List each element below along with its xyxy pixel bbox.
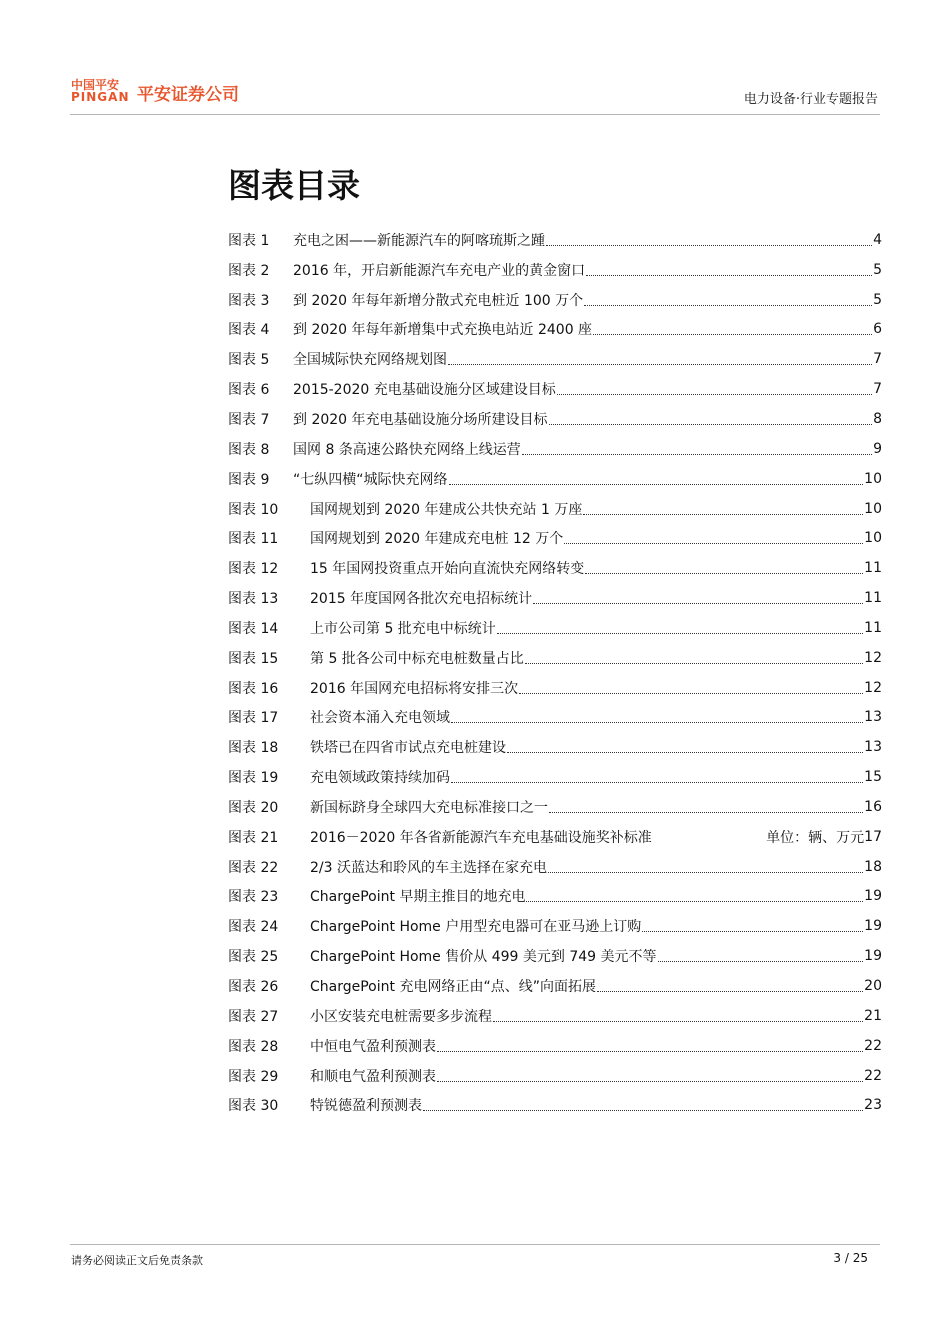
figure-table-of-contents xyxy=(228,225,882,1120)
toc-figure-label: 图表 25 xyxy=(228,949,279,966)
toc-figure-title: 到 2020 年每年新增分散式充电桩近 100 万个 xyxy=(293,292,584,309)
toc-figure-label: 图表 24 xyxy=(228,919,279,936)
toc-figure-label: 图表 29 xyxy=(228,1068,279,1085)
toc-figure-unit: 单位：辆、万元 xyxy=(766,829,865,846)
toc-figure-title: 上市公司第 5 批充电中标统计 xyxy=(310,620,496,637)
logo-line2: PINGAN xyxy=(71,90,130,104)
toc-figure-label: 图表 15 xyxy=(228,650,279,667)
toc-dot-leader xyxy=(585,572,863,574)
toc-figure-title: 新国标跻身全球四大充电标准接口之一 xyxy=(310,799,548,816)
toc-entry[interactable] xyxy=(228,911,882,941)
toc-dot-leader xyxy=(525,662,863,664)
toc-figure-title: 国网规划到 2020 年建成公共快充站 1 万座 xyxy=(310,501,583,518)
toc-dot-leader xyxy=(548,871,863,873)
toc-figure-label: 图表 12 xyxy=(228,561,279,578)
toc-dot-leader xyxy=(549,423,873,425)
toc-dot-leader xyxy=(583,513,863,515)
toc-page-number: 11 xyxy=(864,590,882,607)
toc-page-number: 16 xyxy=(864,798,882,815)
toc-figure-label: 图表 6 xyxy=(228,382,270,399)
toc-dot-leader xyxy=(653,841,765,842)
toc-page-number: 10 xyxy=(864,530,882,547)
toc-page-number: 18 xyxy=(864,858,882,875)
toc-figure-label: 图表 30 xyxy=(228,1098,279,1115)
toc-figure-title: ChargePoint 充电网络正由“点、线”向面拓展 xyxy=(310,979,596,996)
toc-entry[interactable] xyxy=(228,374,882,404)
toc-dot-leader xyxy=(557,393,872,395)
toc-entry[interactable] xyxy=(228,822,882,852)
toc-dot-leader xyxy=(497,632,863,634)
toc-figure-title: 15 年国网投资重点开始向直流快充网络转变 xyxy=(310,561,585,578)
toc-page-number: 5 xyxy=(873,291,882,308)
toc-figure-title: ChargePoint Home 户用型充电器可在亚马逊上订购 xyxy=(310,919,642,936)
toc-figure-label: 图表 26 xyxy=(228,979,279,996)
toc-page-number: 13 xyxy=(864,709,882,726)
toc-page-number: 19 xyxy=(864,888,882,905)
toc-figure-title: 2016 年，开启新能源汽车充电产业的黄金窗口 xyxy=(293,262,586,279)
toc-entry[interactable] xyxy=(228,852,882,882)
toc-dot-leader xyxy=(593,333,872,335)
toc-figure-label: 图表 21 xyxy=(228,829,279,846)
toc-entry[interactable] xyxy=(228,1090,882,1120)
toc-figure-label: 图表 13 xyxy=(228,591,279,608)
toc-dot-leader xyxy=(519,692,863,694)
toc-figure-label: 图表 2 xyxy=(228,262,270,279)
toc-figure-label: 图表 28 xyxy=(228,1038,279,1055)
toc-entry[interactable] xyxy=(228,673,882,703)
toc-figure-label: 图表 7 xyxy=(228,411,270,428)
toc-entry[interactable] xyxy=(228,792,882,822)
toc-entry[interactable] xyxy=(228,1001,882,1031)
toc-entry[interactable] xyxy=(228,255,882,285)
toc-entry[interactable] xyxy=(228,583,882,613)
toc-dot-leader xyxy=(564,542,863,544)
toc-dot-leader xyxy=(586,274,872,276)
toc-page-number: 17 xyxy=(864,828,882,845)
toc-page-number: 8 xyxy=(873,410,882,427)
toc-entry[interactable] xyxy=(228,1031,882,1061)
toc-page-number: 12 xyxy=(864,649,882,666)
toc-page-number: 22 xyxy=(864,1037,882,1054)
toc-entry[interactable] xyxy=(228,762,882,792)
toc-dot-leader xyxy=(451,781,863,783)
toc-figure-title: 小区安装充电桩需要多步流程 xyxy=(310,1008,492,1025)
toc-figure-label: 图表 8 xyxy=(228,441,270,458)
toc-page-number: 21 xyxy=(864,1007,882,1024)
toc-figure-label: 图表 27 xyxy=(228,1008,279,1025)
toc-figure-label: 图表 3 xyxy=(228,292,270,309)
toc-dot-leader xyxy=(642,930,863,932)
toc-figure-title: 中恒电气盈利预测表 xyxy=(310,1038,436,1055)
toc-page-number: 22 xyxy=(864,1067,882,1084)
toc-figure-label: 图表 23 xyxy=(228,889,279,906)
toc-page-number: 11 xyxy=(864,619,882,636)
toc-figure-label: 图表 11 xyxy=(228,531,279,548)
toc-figure-title: 到 2020 年充电基础设施分场所建设目标 xyxy=(293,411,548,428)
report-type: 电力设备·行业专题报告 xyxy=(743,92,878,107)
toc-figure-title: “七纵四横“城际快充网络 xyxy=(293,471,448,488)
toc-page-number: 23 xyxy=(864,1097,882,1114)
toc-dot-leader xyxy=(451,721,863,723)
toc-figure-title: 国网 8 条高速公路快充网络上线运营 xyxy=(293,441,521,458)
toc-page-number: 12 xyxy=(864,679,882,696)
toc-entry[interactable] xyxy=(228,523,882,553)
toc-figure-label: 图表 10 xyxy=(228,501,279,518)
page-header xyxy=(0,0,950,120)
toc-entry[interactable] xyxy=(228,344,882,374)
toc-figure-label: 图表 22 xyxy=(228,859,279,876)
toc-figure-title: 和顺电气盈利预测表 xyxy=(310,1068,436,1085)
toc-page-number: 7 xyxy=(873,381,882,398)
toc-dot-leader xyxy=(423,1109,863,1111)
toc-entry[interactable] xyxy=(228,404,882,434)
toc-figure-title: 2016－2020 年各省新能源汽车充电基础设施奖补标准 xyxy=(310,829,652,846)
toc-entry[interactable] xyxy=(228,315,882,345)
toc-dot-leader xyxy=(584,304,872,306)
toc-entry[interactable] xyxy=(228,643,882,673)
toc-page-number: 7 xyxy=(873,351,882,368)
toc-page-number: 4 xyxy=(873,231,882,248)
toc-page-number: 10 xyxy=(864,470,882,487)
toc-dot-leader xyxy=(546,244,872,246)
toc-dot-leader xyxy=(449,483,864,485)
toc-dot-leader xyxy=(437,1050,863,1052)
page-number: 3 / 25 xyxy=(833,1251,868,1265)
toc-figure-title: 2/3 沃蓝达和聆风的车主选择在家充电 xyxy=(310,859,547,876)
toc-figure-title: 2016 年国网充电招标将安排三次 xyxy=(310,680,519,697)
toc-figure-title: 特锐德盈利预测表 xyxy=(310,1098,422,1115)
logo-company-name: 平安证券公司 xyxy=(137,85,239,105)
toc-figure-label: 图表 5 xyxy=(228,352,270,369)
toc-figure-title: 2015 年度国网各批次充电招标统计 xyxy=(310,591,533,608)
toc-page-number: 5 xyxy=(873,261,882,278)
toc-page-number: 15 xyxy=(864,769,882,786)
toc-entry[interactable] xyxy=(228,882,882,912)
toc-page-number: 10 xyxy=(864,500,882,517)
toc-page-number: 11 xyxy=(864,560,882,577)
toc-figure-title: 全国城际快充网络规划图 xyxy=(293,352,447,369)
toc-figure-title: 第 5 批各公司中标充电桩数量占比 xyxy=(310,650,524,667)
disclaimer-note: 请务必阅读正文后免责条款 xyxy=(71,1254,203,1267)
toc-figure-title: 2015-2020 充电基础设施分区域建设目标 xyxy=(293,382,556,399)
toc-entry[interactable] xyxy=(228,941,882,971)
toc-figure-title: 铁塔已在四省市试点充电桩建设 xyxy=(310,740,506,757)
toc-page-number: 19 xyxy=(864,948,882,965)
page-title: 图表目录 xyxy=(228,166,360,205)
logo-line1: 中国平安 xyxy=(71,78,120,92)
header-divider xyxy=(70,114,880,115)
toc-entry[interactable] xyxy=(228,1061,882,1091)
toc-dot-leader xyxy=(549,811,863,813)
toc-figure-title: 到 2020 年每年新增集中式充换电站近 2400 座 xyxy=(293,322,593,339)
toc-figure-title: 充电领域政策持续加码 xyxy=(310,770,450,787)
toc-figure-label: 图表 19 xyxy=(228,770,279,787)
toc-page-number: 20 xyxy=(864,978,882,995)
toc-figure-label: 图表 18 xyxy=(228,740,279,757)
toc-entry[interactable] xyxy=(228,285,882,315)
toc-entry[interactable] xyxy=(228,225,882,255)
toc-figure-title: 充电之困——新能源汽车的阿喀琉斯之踵 xyxy=(293,232,545,249)
toc-figure-title: ChargePoint 早期主推目的地充电 xyxy=(310,889,526,906)
toc-figure-title: 国网规划到 2020 年建成充电桩 12 万个 xyxy=(310,531,564,548)
toc-figure-label: 图表 1 xyxy=(228,232,270,249)
toc-figure-label: 图表 9 xyxy=(228,471,270,488)
toc-page-number: 9 xyxy=(873,440,882,457)
toc-dot-leader xyxy=(448,363,872,365)
toc-figure-title: 社会资本涌入充电领域 xyxy=(310,710,450,727)
footer-divider xyxy=(70,1244,880,1245)
toc-dot-leader xyxy=(526,900,863,902)
toc-entry[interactable] xyxy=(228,613,882,643)
toc-page-number: 6 xyxy=(873,321,882,338)
toc-figure-label: 图表 16 xyxy=(228,680,279,697)
toc-dot-leader xyxy=(533,602,863,604)
toc-dot-leader xyxy=(597,990,863,992)
toc-entry[interactable] xyxy=(228,732,882,762)
toc-dot-leader xyxy=(658,960,864,962)
toc-figure-label: 图表 20 xyxy=(228,799,279,816)
toc-figure-title: ChargePoint Home 售价从 499 美元到 749 美元不等 xyxy=(310,949,657,966)
toc-figure-label: 图表 4 xyxy=(228,322,270,339)
toc-entry[interactable] xyxy=(228,434,882,464)
toc-figure-label: 图表 14 xyxy=(228,620,279,637)
toc-page-number: 19 xyxy=(864,918,882,935)
toc-page-number: 13 xyxy=(864,739,882,756)
toc-entry[interactable] xyxy=(228,971,882,1001)
toc-entry[interactable] xyxy=(228,553,882,583)
toc-dot-leader xyxy=(493,1020,863,1022)
toc-dot-leader xyxy=(522,453,872,455)
toc-entry[interactable] xyxy=(228,464,882,494)
toc-figure-label: 图表 17 xyxy=(228,710,279,727)
toc-entry[interactable] xyxy=(228,494,882,524)
toc-dot-leader xyxy=(437,1080,863,1082)
toc-entry[interactable] xyxy=(228,703,882,733)
toc-dot-leader xyxy=(507,751,863,753)
